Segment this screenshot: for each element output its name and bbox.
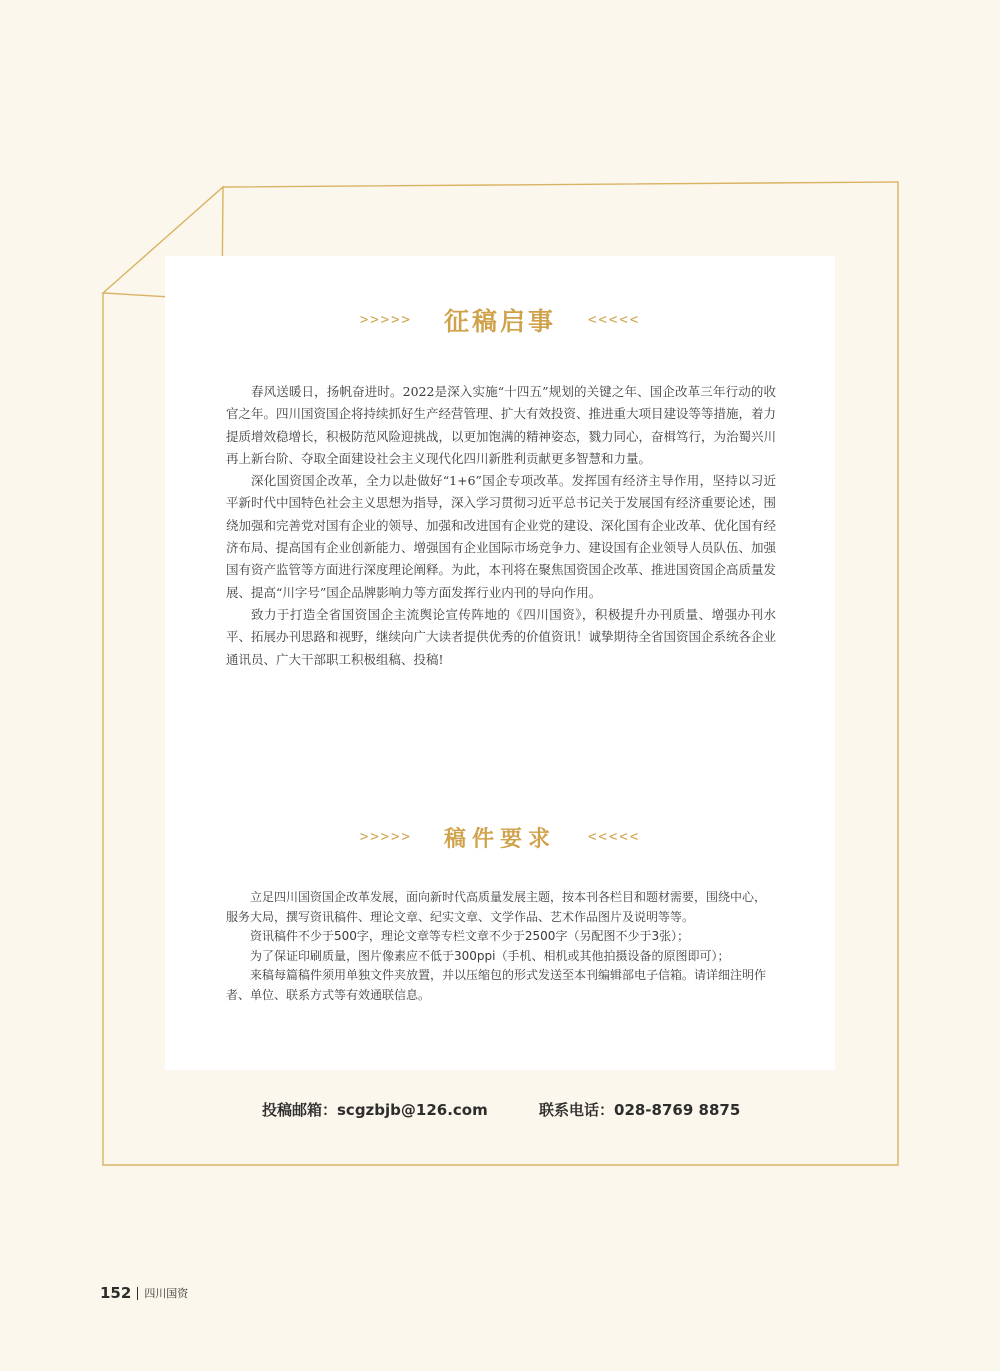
article-paragraph: 深化国资国企改革，全力以赴做好“1+6”国企专项改革。发挥国有经济主导作用，坚持以习近平新时代中国特色社会主义思想为指导，深入学习贯彻习近平总书记关于发展国有经济重要论述，围绕加强和完善党对国有企业的领导、加强和改进国有企业党的建设、深化国有企业改革、优化国有经济布局、提高国有企业创新能力、增强国有企业国际市场竞争力、建设国有企业领导人员队伍、加强国有资产监管等方面进行深度理论阐释。为此，本刊将在聚焦国资国企改革、推进国资国企高质量发展、提高“川字号”国企品牌影响力等方面发挥行业内刊的导向作用。 (226, 473, 777, 600)
article-paragraph: 致力于打造全省国资国企主流舆论宣传阵地的《四川国资》，积极提升办刊质量、增强办刊水平、拓展办刊思路和视野，继续向广大读者提供优秀的价值资讯！诚挚期待全省国资国企系统各企业通讯员、广大干部职工积极组稿、投稿! (226, 606, 777, 667)
requirement-item: 立足四川国资国企改革发展，面向新时代高质量发展主题，按本刊各栏目和题材需要，围绕中心，服务大局，撰写资讯稿件、理论文章、纪实文章、文学作品、艺术作品图片及说明等等。 (226, 890, 767, 924)
requirement-item: 为了保证印刷质量，图片像素应不低于300ppi（手机、相机或其他拍摄设备的原图即可）； (250, 948, 730, 963)
requirements-body (226, 888, 776, 1005)
page-footer (100, 1283, 188, 1303)
heading-arrows-left: >>>>> (359, 829, 412, 845)
contact-phone: 联系电话：028-8769 8875 (539, 1101, 741, 1119)
call-for-papers-body (226, 381, 776, 671)
magazine-name: 四川国资 (144, 1287, 189, 1300)
heading-arrows-right: <<<<< (588, 829, 641, 845)
section-heading-call-for-papers (165, 300, 835, 340)
requirement-item: 来稿每篇稿件须用单独文件夹放置，并以压缩包的形式发送至本刊编辑部电子信箱。请详细注明作者、单位、联系方式等有效通联信息。 (226, 968, 767, 1002)
heading-title: 稿件要求 (443, 825, 556, 852)
article-paragraph: 春风送暖日，扬帆奋进时。2022是深入实施“十四五”规划的关键之年、国企改革三年行动的收官之年。四川国资国企将持续抓好生产经营管理、扩大有效投资、推进重大项目建设等等措施，着力提质增效稳增长，积极防范风险迎挑战，以更加饱满的精神姿态，戮力同心，奋楫笃行，为治蜀兴川再上新台阶、夺取全面建设社会主义现代化四川新胜利贡献更多智慧和力量。 (226, 384, 777, 466)
heading-arrows-right: <<<<< (588, 312, 641, 328)
heading-title: 征稿启事 (443, 307, 556, 336)
footer-divider (137, 1287, 138, 1300)
requirement-item: 资讯稿件不少于500字，理论文章等专栏文章不少于2500字（另配图不少于3张）； (250, 929, 690, 943)
page-number: 152 (100, 1284, 132, 1302)
heading-arrows-left: >>>>> (359, 312, 412, 328)
section-heading-requirements (165, 817, 835, 857)
submission-email: 投稿邮箱：scgzbjb@126.com (262, 1101, 488, 1119)
contact-info (0, 1099, 1000, 1123)
